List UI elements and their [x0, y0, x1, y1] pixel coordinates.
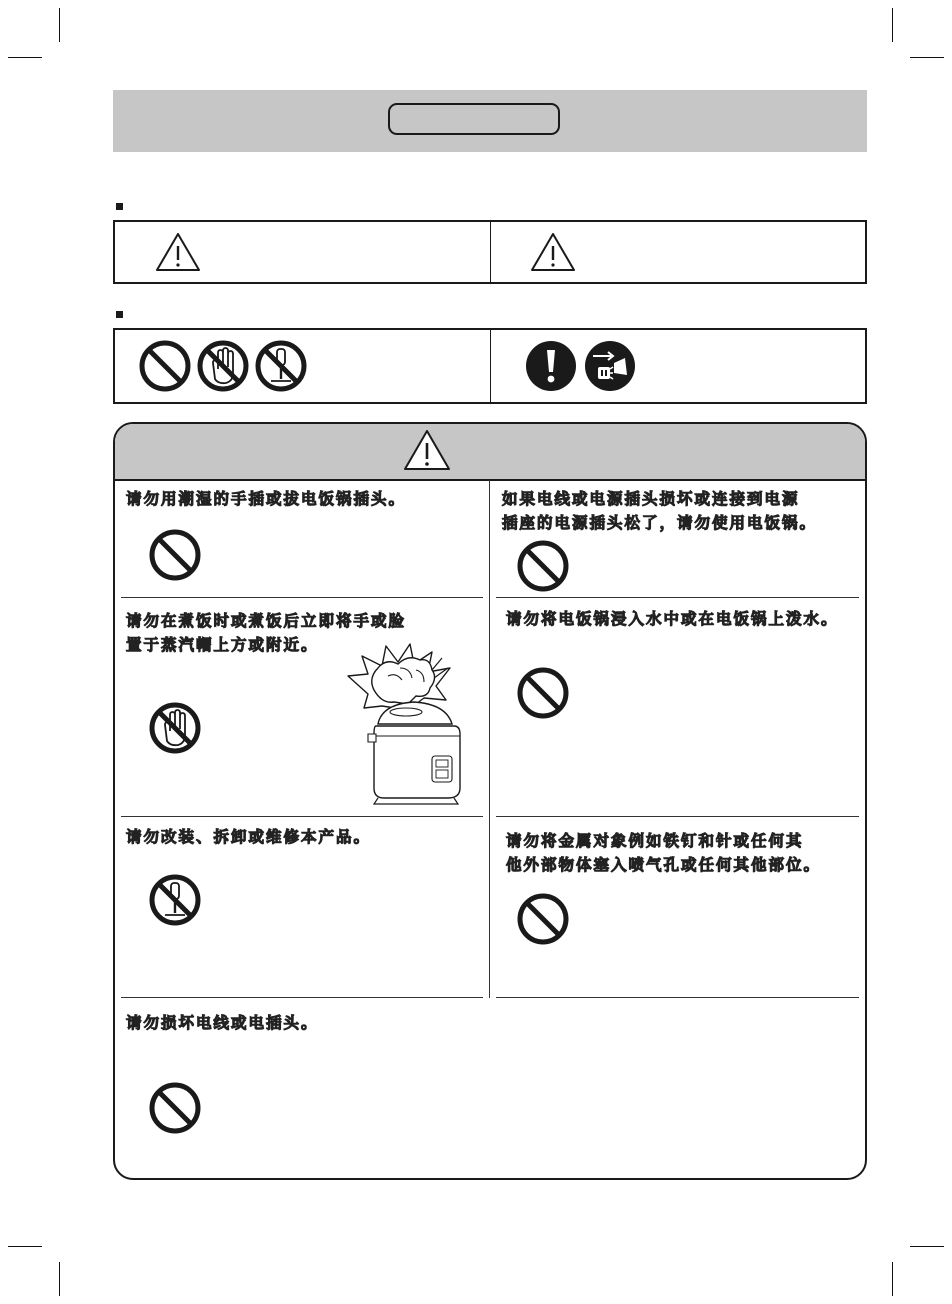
- legend-divider: [490, 221, 491, 283]
- crop-mark: [59, 8, 60, 42]
- row-divider: [496, 997, 859, 998]
- prohibited-circle-icon: [148, 1081, 202, 1135]
- crop-mark: [892, 8, 893, 42]
- prohibited-circle-icon: [516, 539, 570, 593]
- section-title-pill: [388, 103, 560, 135]
- warning-triangle-icon: [529, 231, 577, 273]
- crop-mark: [8, 57, 42, 58]
- row-divider: [121, 997, 483, 998]
- warning-item-text: 插座的电源插头松了，请勿使用电饭锅。: [502, 514, 818, 532]
- row-divider: [121, 597, 483, 598]
- prohibited-circle-icon: [138, 339, 192, 393]
- legend-bullet: [116, 311, 123, 318]
- no-disassembly-screwdriver-icon: [148, 873, 202, 927]
- row-divider: [121, 816, 483, 817]
- warning-panel: [113, 422, 867, 1180]
- warning-panel-header: [115, 424, 865, 481]
- crop-mark: [910, 57, 944, 58]
- exclamation-circle-icon: [524, 339, 578, 393]
- row-divider: [496, 816, 859, 817]
- warning-triangle-icon: [154, 231, 202, 273]
- prohibited-circle-icon: [148, 528, 202, 582]
- no-disassembly-screwdriver-icon: [254, 339, 308, 393]
- crop-mark: [59, 1262, 60, 1296]
- warning-item-text: 请勿将金属对象例如铁钉和针或任何其: [506, 832, 804, 850]
- warning-item-text: 请勿在煮饭时或煮饭后立即将手或脸: [126, 612, 407, 630]
- legend-divider: [490, 329, 491, 403]
- warning-triangle-icon: [402, 428, 452, 472]
- prohibited-circle-icon: [516, 892, 570, 946]
- crop-mark: [8, 1246, 42, 1247]
- warning-item-text: 请勿改装、拆卸或维修本产品。: [126, 828, 372, 846]
- section-title-band: [113, 90, 867, 152]
- warning-item-text: 请勿损坏电线或电插头。: [126, 1014, 319, 1032]
- warning-item-text: 置于蒸汽帽上方或附近。: [126, 636, 319, 654]
- crop-mark: [910, 1246, 944, 1247]
- panel-column-divider: [489, 480, 490, 998]
- crop-mark: [892, 1262, 893, 1296]
- prohibited-circle-icon: [516, 666, 570, 720]
- legend-bullet: [116, 203, 123, 210]
- warning-item-text: 他外部物体塞入喷气孔或任何其他部位。: [506, 856, 822, 874]
- row-divider: [496, 597, 859, 598]
- no-touch-hand-icon: [148, 701, 202, 755]
- unplug-cord-icon: [583, 339, 637, 393]
- no-touch-hand-icon: [196, 339, 250, 393]
- warning-item-text: 请勿用潮湿的手插或拔电饭锅插头。: [126, 490, 407, 508]
- rice-cooker-steam-illustration: [338, 638, 468, 806]
- warning-item-text: 如果电线或电源插头损坏或连接到电源: [502, 490, 800, 508]
- warning-item-text: 请勿将电饭锅浸入水中或在电饭锅上泼水。: [506, 610, 839, 628]
